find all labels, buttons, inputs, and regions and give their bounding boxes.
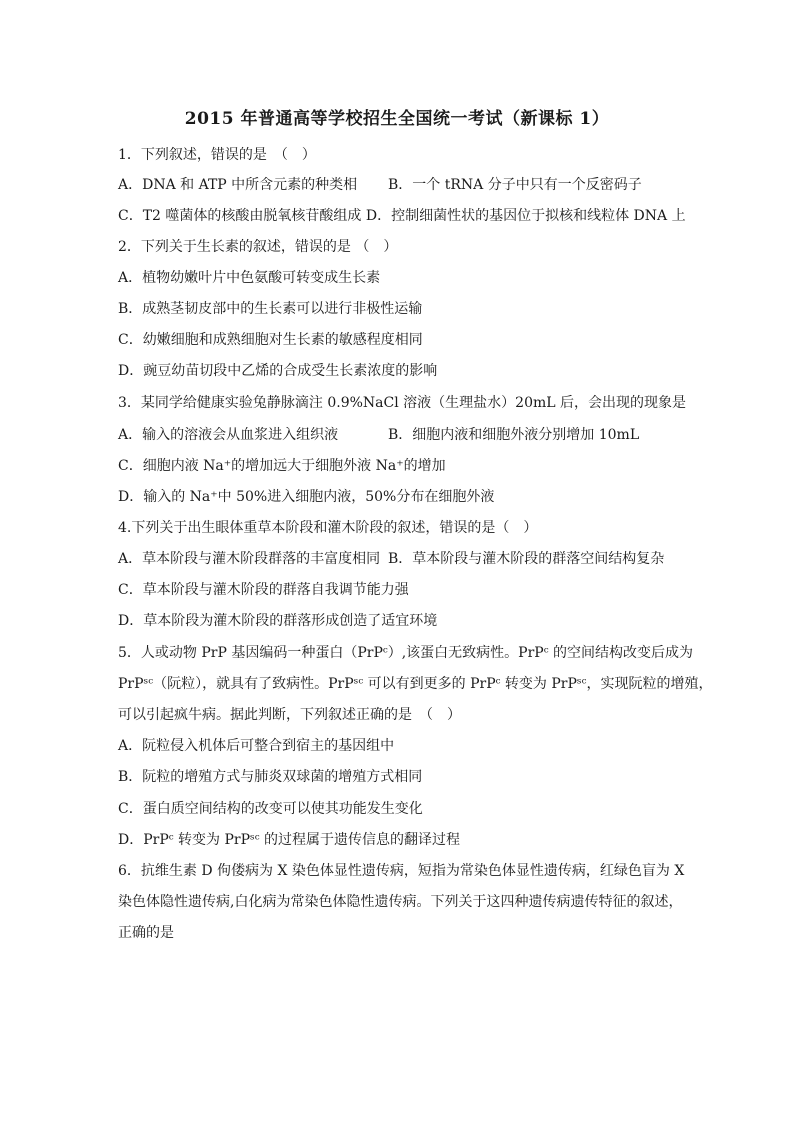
- question-3-option-b: B．细胞内液和细胞外液分别增加 10mL: [388, 427, 640, 443]
- question-1-options-ab: [118, 175, 688, 195]
- question-2-option-d: D．豌豆幼苗切段中乙烯的合成受生长素浓度的影响: [118, 363, 438, 379]
- question-1-options-cd: C．T2 噬菌体的核酸由脱氧核苷酸组成 D．控制细菌性状的基因位于拟核和线粒体 DNA 上: [118, 208, 686, 224]
- question-3-option-c: C．细胞内液 Na⁺的增加远大于细胞外液 Na⁺的增加: [118, 458, 446, 474]
- question-3-option-a: A．输入的溶液会从血浆进入组织液: [118, 427, 339, 443]
- question-6-stem-line-1: 6．抗维生素 D 佝偻病为 X 染色体显性遗传病，短指为常染色体显性遗传病，红绿色盲为 X: [118, 863, 685, 879]
- question-4-options-ab: [118, 549, 688, 569]
- question-1-option-b: B．一个 tRNA 分子中只有一个反密码子: [388, 177, 642, 193]
- question-4-stem: 4.下列关于出生眼体重草本阶段和灌木阶段的叙述，错误的是（ ）: [118, 520, 538, 536]
- question-3-stem: 3．某同学给健康实验兔静脉滴注 0.9%NaCl 溶液（生理盐水）20mL 后，会出现的现象是: [118, 395, 686, 411]
- question-5-option-a: A．阮粒侵入机体后可整合到宿主的基因组中: [118, 738, 395, 754]
- question-3-option-d: D．输入的 Na⁺中 50%进入细胞内液，50%分布在细胞外液: [118, 489, 495, 505]
- question-5-option-c: C．蛋白质空间结构的改变可以使其功能发生变化: [118, 801, 423, 817]
- question-5-stem-line-1: 5．人或动物 PrP 基因编码一种蛋白（PrPᶜ）,该蛋白无致病性。PrPᶜ 的空间结构改变后成为: [118, 645, 693, 661]
- question-4-option-a: A．草本阶段与灌木阶段群落的丰富度相同: [118, 551, 381, 567]
- question-2-option-c: C．幼嫩细胞和成熟细胞对生长素的敏感程度相同: [118, 332, 423, 348]
- question-4-option-b: B．草本阶段与灌木阶段的群落空间结构复杂: [388, 551, 665, 567]
- question-2-option-b: B．成熟茎韧皮部中的生长素可以进行非极性运输: [118, 301, 423, 317]
- question-3-options-ab: [118, 425, 688, 445]
- question-1-stem: 1．下列叙述，错误的是 （ ）: [118, 147, 316, 163]
- question-6-stem-line-3: 正确的是: [118, 925, 174, 941]
- question-6-stem-line-2: 染色体隐性遗传病,白化病为常染色体隐性遗传病。下列关于这四种遗传病遗传特征的叙述，: [118, 894, 683, 910]
- question-5-stem-line-3: 可以引起疯牛病。据此判断，下列叙述正确的是 （ ）: [118, 707, 461, 723]
- question-2-option-a: A．植物幼嫩叶片中色氨酸可转变成生长素: [118, 270, 381, 286]
- question-5-stem-line-2: PrPˢᶜ（阮粒），就具有了致病性。PrPˢᶜ 可以有到更多的 PrPᶜ 转变为 PrPˢᶜ，实现阮粒的增殖，: [118, 676, 713, 692]
- question-4-option-c: C．草本阶段与灌木阶段的群落自我调节能力强: [118, 582, 409, 598]
- question-2-stem: 2．下列关于生长素的叙述，错误的是 （ ）: [118, 239, 398, 255]
- exam-title: 2015 年普通高等学校招生全国统一考试（新课标 1）: [184, 109, 610, 129]
- question-4-option-d: D．草本阶段为灌木阶段的群落形成创造了适宜环境: [118, 613, 438, 629]
- question-1-option-a: A．DNA 和 ATP 中所含元素的种类相: [118, 177, 358, 193]
- question-5-option-b: B．阮粒的增殖方式与肺炎双球菌的增殖方式相同: [118, 769, 423, 785]
- question-5-option-d: D．PrPᶜ 转变为 PrPˢᶜ 的过程属于遗传信息的翻译过程: [118, 832, 461, 848]
